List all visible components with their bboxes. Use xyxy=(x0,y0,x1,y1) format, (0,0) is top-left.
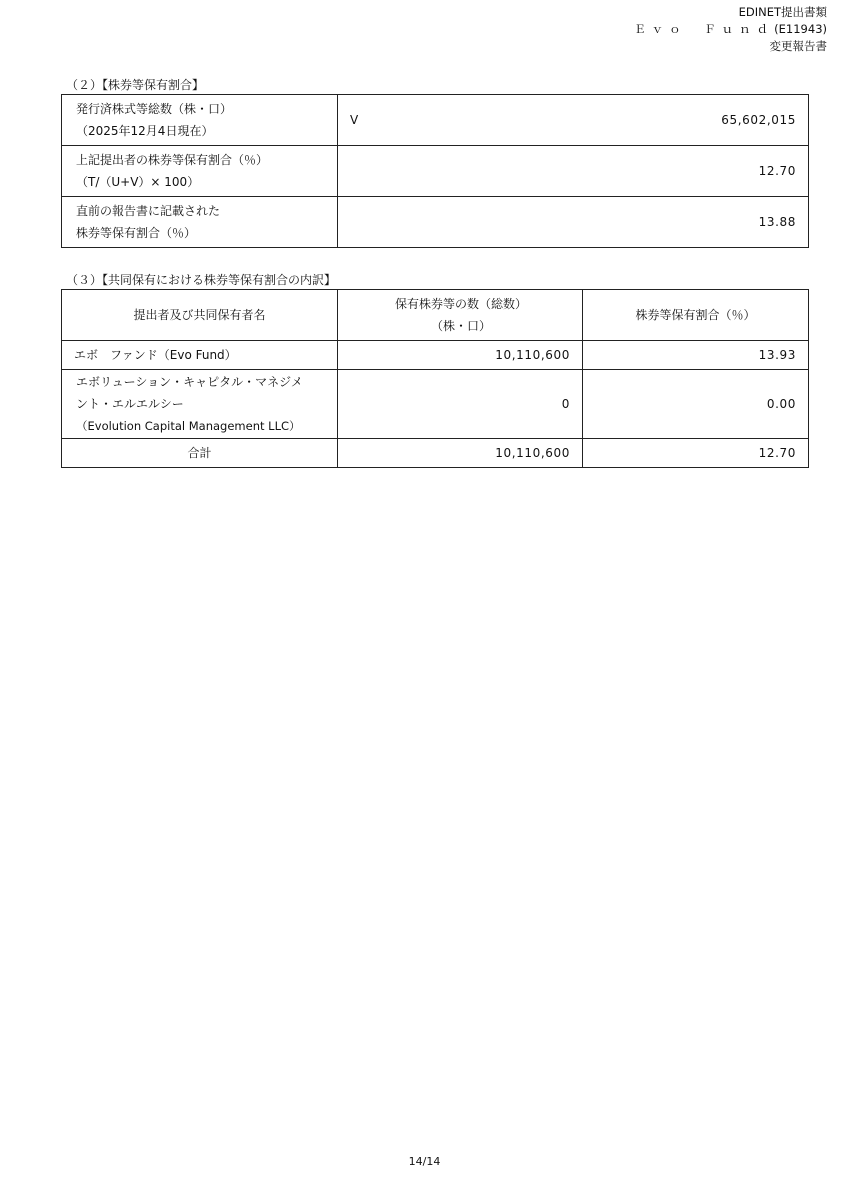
label-line: 直前の報告書に記載された xyxy=(76,204,221,218)
edinet-label: EDINET提出書類 xyxy=(738,5,827,19)
value-text: 12.70 xyxy=(758,164,796,178)
label-cell xyxy=(62,197,338,248)
ratio-cell: 0.00 xyxy=(583,370,809,439)
label-line: 株券等保有割合（％） xyxy=(76,226,197,240)
value-cell xyxy=(338,146,809,197)
holder-name: ント・エルエルシー xyxy=(76,397,184,411)
value-text: 13.88 xyxy=(758,215,796,229)
section3-title: （３）【共同保有における株券等保有割合の内訳】 xyxy=(66,273,337,287)
symbol-label: V xyxy=(350,113,359,127)
total-shares: 10,110,600 xyxy=(338,439,583,468)
table-row xyxy=(62,370,809,439)
document-header xyxy=(634,4,827,55)
joint-holding-table xyxy=(61,289,809,468)
total-row xyxy=(62,439,809,468)
document-type: 変更報告書 xyxy=(769,39,827,53)
value-cell xyxy=(338,197,809,248)
page-number: 14/14 xyxy=(408,1155,441,1168)
label-line: （T/（U+V）× 100） xyxy=(76,175,200,189)
value-text: 65,602,015 xyxy=(721,113,796,127)
filer-name-line xyxy=(634,21,827,38)
table-row xyxy=(62,146,809,197)
header-ratio: 株券等保有割合（％） xyxy=(583,290,809,341)
holder-name: エボ ファンド（Evo Fund） xyxy=(74,348,237,362)
label-cell xyxy=(62,146,338,197)
header-name: 提出者及び共同保有者名 xyxy=(62,290,338,341)
holder-name-en: （Evolution Capital Management LLC） xyxy=(76,419,301,433)
ratio-cell: 13.93 xyxy=(583,341,809,370)
section2-title: （２）【株券等保有割合】 xyxy=(66,78,205,92)
holder-name-cell xyxy=(62,370,338,439)
header-shares-line: 保有株券等の数（総数） xyxy=(394,297,527,311)
shares-cell: 10,110,600 xyxy=(338,341,583,370)
table-row xyxy=(62,197,809,248)
filer-code: (E11943) xyxy=(774,22,827,36)
total-label: 合計 xyxy=(62,439,338,468)
table-header-row xyxy=(62,290,809,341)
holder-name: エボリューション・キャピタル・マネジメ xyxy=(76,375,303,389)
table-row xyxy=(62,95,809,146)
label-line: 上記提出者の株券等保有割合（％） xyxy=(76,153,269,167)
header-shares-line: （株・口） xyxy=(430,319,491,333)
total-ratio: 12.70 xyxy=(583,439,809,468)
shares-cell: 0 xyxy=(338,370,583,439)
filer-name: Ｅｖｏ Ｆｕｎｄ xyxy=(634,22,775,36)
label-line: 発行済株式等総数（株・口） xyxy=(76,102,233,116)
label-cell xyxy=(62,95,338,146)
header-shares xyxy=(338,290,583,341)
holder-name-cell xyxy=(62,341,338,370)
label-line: （2025年12月4日現在） xyxy=(76,124,214,138)
value-cell xyxy=(338,95,809,146)
table-row xyxy=(62,341,809,370)
holding-ratio-table xyxy=(61,94,809,248)
